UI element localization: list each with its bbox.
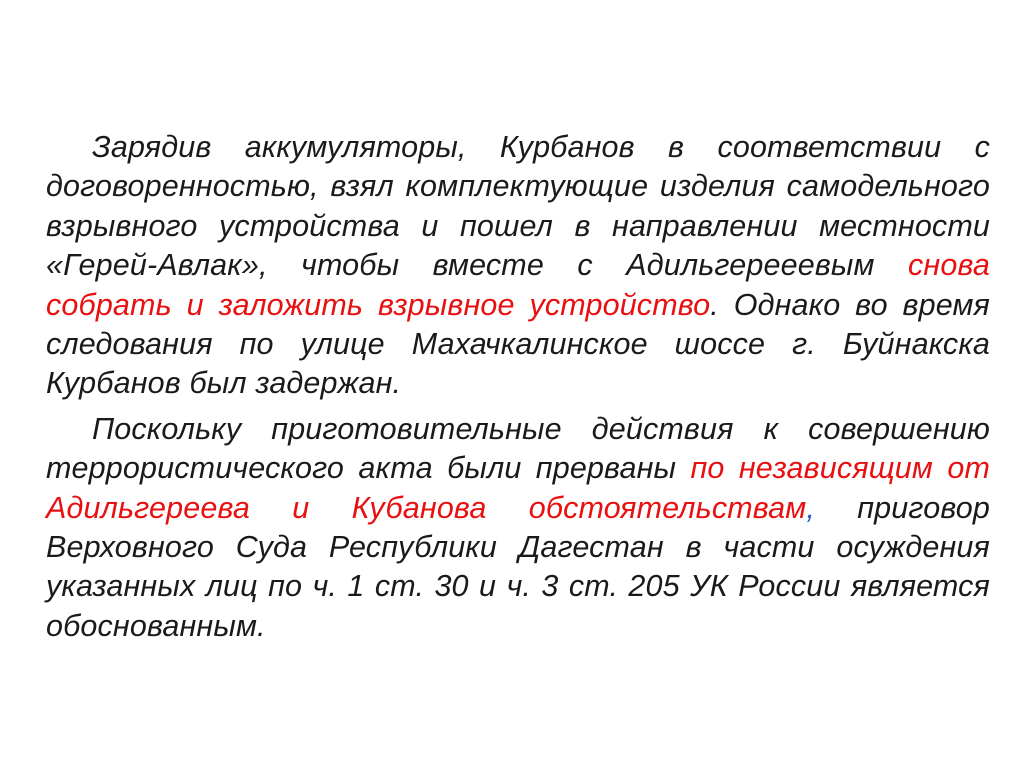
paragraph-2-highlight: по независящим от Адильгереева и Кубанова обстоятельствам xyxy=(46,451,990,525)
paragraph-1 xyxy=(46,128,990,404)
paragraph-2 xyxy=(46,410,990,646)
paragraph-1-text-start: Зарядив аккумуляторы, Курбанов в соответствии с договоренностью, взял комплектующие изделия самодельного взрывного устройства и пошел в направлении местности «Герей-Авлак», чтобы вместе с Адильгерееевым xyxy=(46,130,990,283)
paragraph-1-text-end: . Однако во время следования по улице Махачкалинское шоссе г. Буйнакска Курбанов был задержан. xyxy=(46,287,990,401)
paragraph-2-text-start: Поскольку приготовительные действия к совершению террористического акта были прерваны xyxy=(46,411,990,486)
paragraph-2-text-end: приговор Верховного Суда Республики Дагестан в части осуждения указанных лиц по ч. 1 ст. 30 и ч. 3 ст. 205 УК России является обоснованным. xyxy=(46,490,990,643)
text-body xyxy=(46,128,990,646)
paragraph-2-comma: , xyxy=(806,490,815,525)
paragraph-1-highlight: снова собрать и заложить взрывное устройство xyxy=(46,248,990,322)
